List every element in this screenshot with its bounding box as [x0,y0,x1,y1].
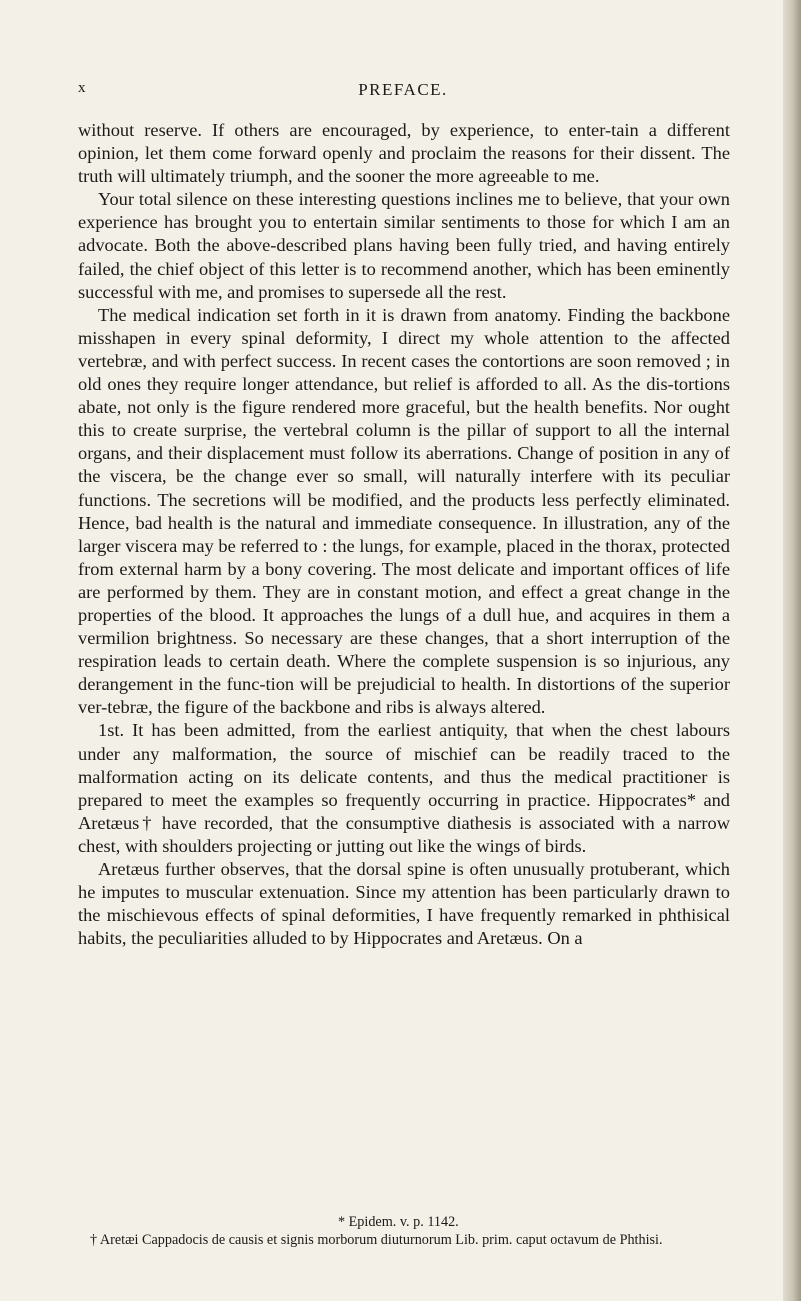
page-number: x [78,80,86,96]
paragraph: Your total silence on these interesting questions inclines me to believe, that your own experience has brought you to entertain similar sentiments to those for which I am an advocate. Both the above-described plans having been fully tried, and having entirely failed, the chief object of this letter is to recommend another, which has been eminently successful with me, and promises to supersede all the rest. [78,189,730,302]
page-header [78,80,728,102]
footnote: † Aretæi Cappadocis de causis et signis morborum diuturnorum Lib. prim. caput octavum de Phthisi. [90,1232,663,1248]
body-text [78,119,730,950]
paragraph: The medical indication set forth in it is drawn from anatomy. Finding the backbone misshapen in every spinal deformity, I direct my whole attention to the affected vertebræ, and with perfect success. In recent cases the contortions are soon removed ; in old ones they require longer attendance, but relief is afforded to all. As the dis-tortions abate, not only is the figure rendered more graceful, but the health benefits. Nor ought this to create surprise, the vertebral column is the pillar of support to all the internal organs, and their displacement must follow its aberrations. Change of position in any of the viscera, be the change ever so small, will naturally interfere with its peculiar functions. The secretions will be modified, and the products less perfectly eliminated. Hence, bad health is the natural and immediate consequence. In illustration, any of the larger viscera may be referred to : the lungs, for example, placed in the thorax, protected from external harm by a bony covering. The most delicate and important offices of life are performed by them. They are in constant motion, and effect a great change in the properties of the blood. It approaches the lungs of a dull hue, and acquires in them a vermilion brightness. So necessary are these changes, that a short interruption of the respiration leads to certain death. Where the complete suspension is so injurious, any derangement in the func-tion will be prejudicial to health. In distortions of the superior ver-tebræ, the figure of the backbone and ribs is always altered. [78,304,730,718]
paragraph: 1st. It has been admitted, from the earliest antiquity, that when the chest labours under any malformation, the source of mischief can be readily traced to the malformation acting on its delicate contents, and thus the medical practitioner is prepared to meet the examples so frequently occurring in practice. Hippocrates* and Aretæus† have recorded, that the consumptive diathesis is associated with a narrow chest, with shoulders projecting or jutting out like the wings of birds. [78,720,730,856]
footnote: * Epidem. v. p. 1142. [338,1214,459,1230]
footnotes [78,1213,730,1249]
paragraph: without reserve. If others are encouraged, by experience, to enter-tain a different opinion, let them come forward openly and proclaim the reasons for their dissent. The truth will ultimately triumph, and the sooner the more agreeable to me. [78,120,730,187]
running-head: PREFACE. [358,80,448,99]
page-edge-shadow [783,0,801,1301]
paragraph: Aretæus further observes, that the dorsal spine is often unusually protuberant, which he imputes to muscular extenuation. Since my attention has been particularly drawn to the mischievous effects of spinal deformities, I have frequently remarked in phthisical habits, the peculiarities alluded to by Hippocrates and Aretæus. On a [78,859,730,949]
